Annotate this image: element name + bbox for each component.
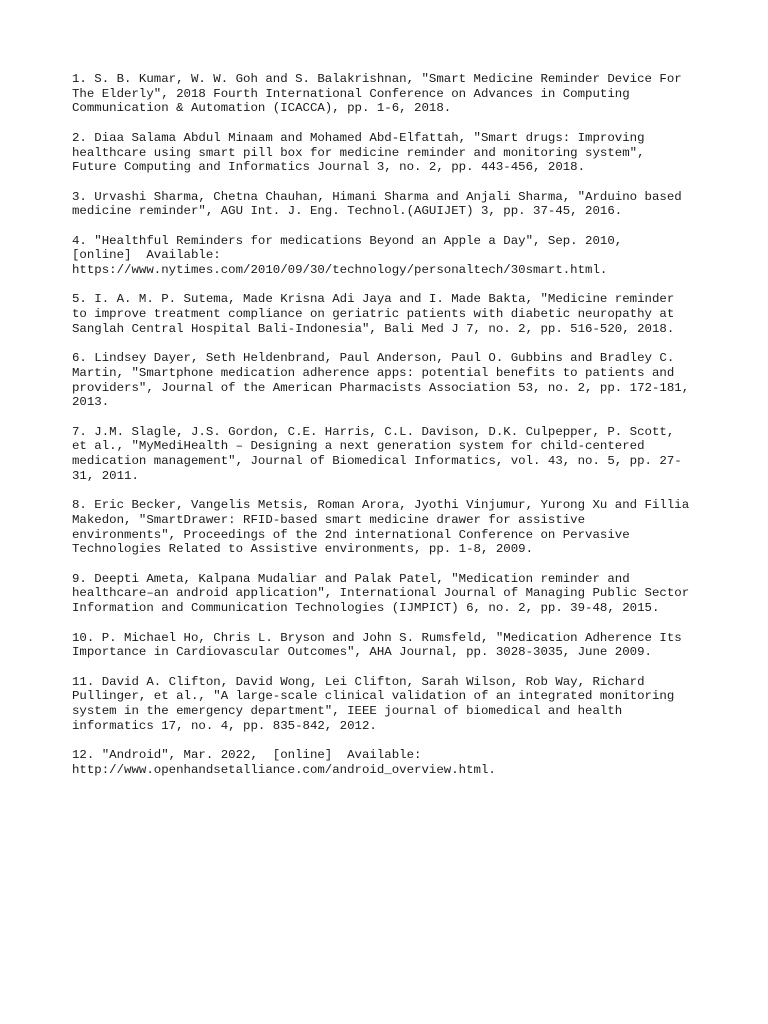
reference-2: 2. Diaa Salama Abdul Minaam and Mohamed Abd-Elfattah, "Smart drugs: Improving healthcare using smart pill box for medicine reminder and monitoring system", Future Computing and Informatics Journal 3, no. 2, pp. 443-456, 2018. xyxy=(72,130,645,175)
reference-list xyxy=(72,72,702,792)
reference-8: 8. Eric Becker, Vangelis Metsis, Roman Arora, Jyothi Vinjumur, Yurong Xu and Fillia Makedon, "SmartDrawer: RFID-based smart medicine drawer for assistive environments", Proceedings of the 2nd international Conference on Pervasive Technologies Related to Assistive environments, pp. 1-8, 2009. xyxy=(72,498,690,557)
reference-10: 10. P. Michael Ho, Chris L. Bryson and John S. Rumsfeld, "Medication Adherence Its Importance in Cardiovascular Outcomes", AHA Journal, pp. 3028-3035, June 2009. xyxy=(72,630,682,660)
reference-7: 7. J.M. Slagle, J.S. Gordon, C.E. Harris, C.L. Davison, D.K. Culpepper, P. Scott, et al., "MyMediHealth – Designing a next generation system for child-centered medication management", Journal of Biomedical Informatics, vol. 43, no. 5, pp. 27- 31, 2011. xyxy=(72,424,682,483)
reference-5: 5. I. A. M. P. Sutema, Made Krisna Adi Jaya and I. Made Bakta, "Medicine reminder to improve treatment compliance on geriatric patients with diabetic neuropathy at Sanglah Central Hospital Bali-Indonesia", Bali Med J 7, no. 2, pp. 516-520, 2018. xyxy=(72,292,675,336)
reference-6: 6. Lindsey Dayer, Seth Heldenbrand, Paul Anderson, Paul O. Gubbins and Bradley C. Martin, "Smartphone medication adherence apps: potential benefits to patients and providers", Journal of the American Pharmacists Association 53, no. 2, pp. 172-181, 2013. xyxy=(72,351,690,410)
reference-3: 3. Urvashi Sharma, Chetna Chauhan, Himani Sharma and Anjali Sharma, "Arduino based medicine reminder", AGU Int. J. Eng. Technol.(AGUIJET) 3, pp. 37-45, 2016. xyxy=(72,189,682,219)
reference-11: 11. David A. Clifton, David Wong, Lei Clifton, Sarah Wilson, Rob Way, Richard Pullinger, et al., "A large-scale clinical validation of an integrated monitoring system in the emergency department", IEEE journal of biomedical and health informatics 17, no. 4, pp. 835-842, 2012. xyxy=(72,674,675,733)
reference-1: 1. S. B. Kumar, W. W. Goh and S. Balakrishnan, "Smart Medicine Reminder Device For The Elderly", 2018 Fourth International Conference on Advances in Computing Communication & Automation (ICACCA), pp. 1-6, 2018. xyxy=(72,72,682,116)
reference-4: 4. "Healthful Reminders for medications Beyond an Apple a Day", Sep. 2010, [online] Available: https://www.nytimes.com/2010/09/30/technology/personaltech/30smart.html. xyxy=(72,233,623,278)
reference-9: 9. Deepti Ameta, Kalpana Mudaliar and Palak Patel, "Medication reminder and healthcare–an android application", International Journal of Managing Public Sector Information and Communication Technologies (IJMPICT) 6, no. 2, pp. 39-48, 2015. xyxy=(72,571,690,616)
reference-12: 12. "Android", Mar. 2022, [online] Available: http://www.openhandsetalliance.com/android_overview.html. xyxy=(72,748,496,777)
